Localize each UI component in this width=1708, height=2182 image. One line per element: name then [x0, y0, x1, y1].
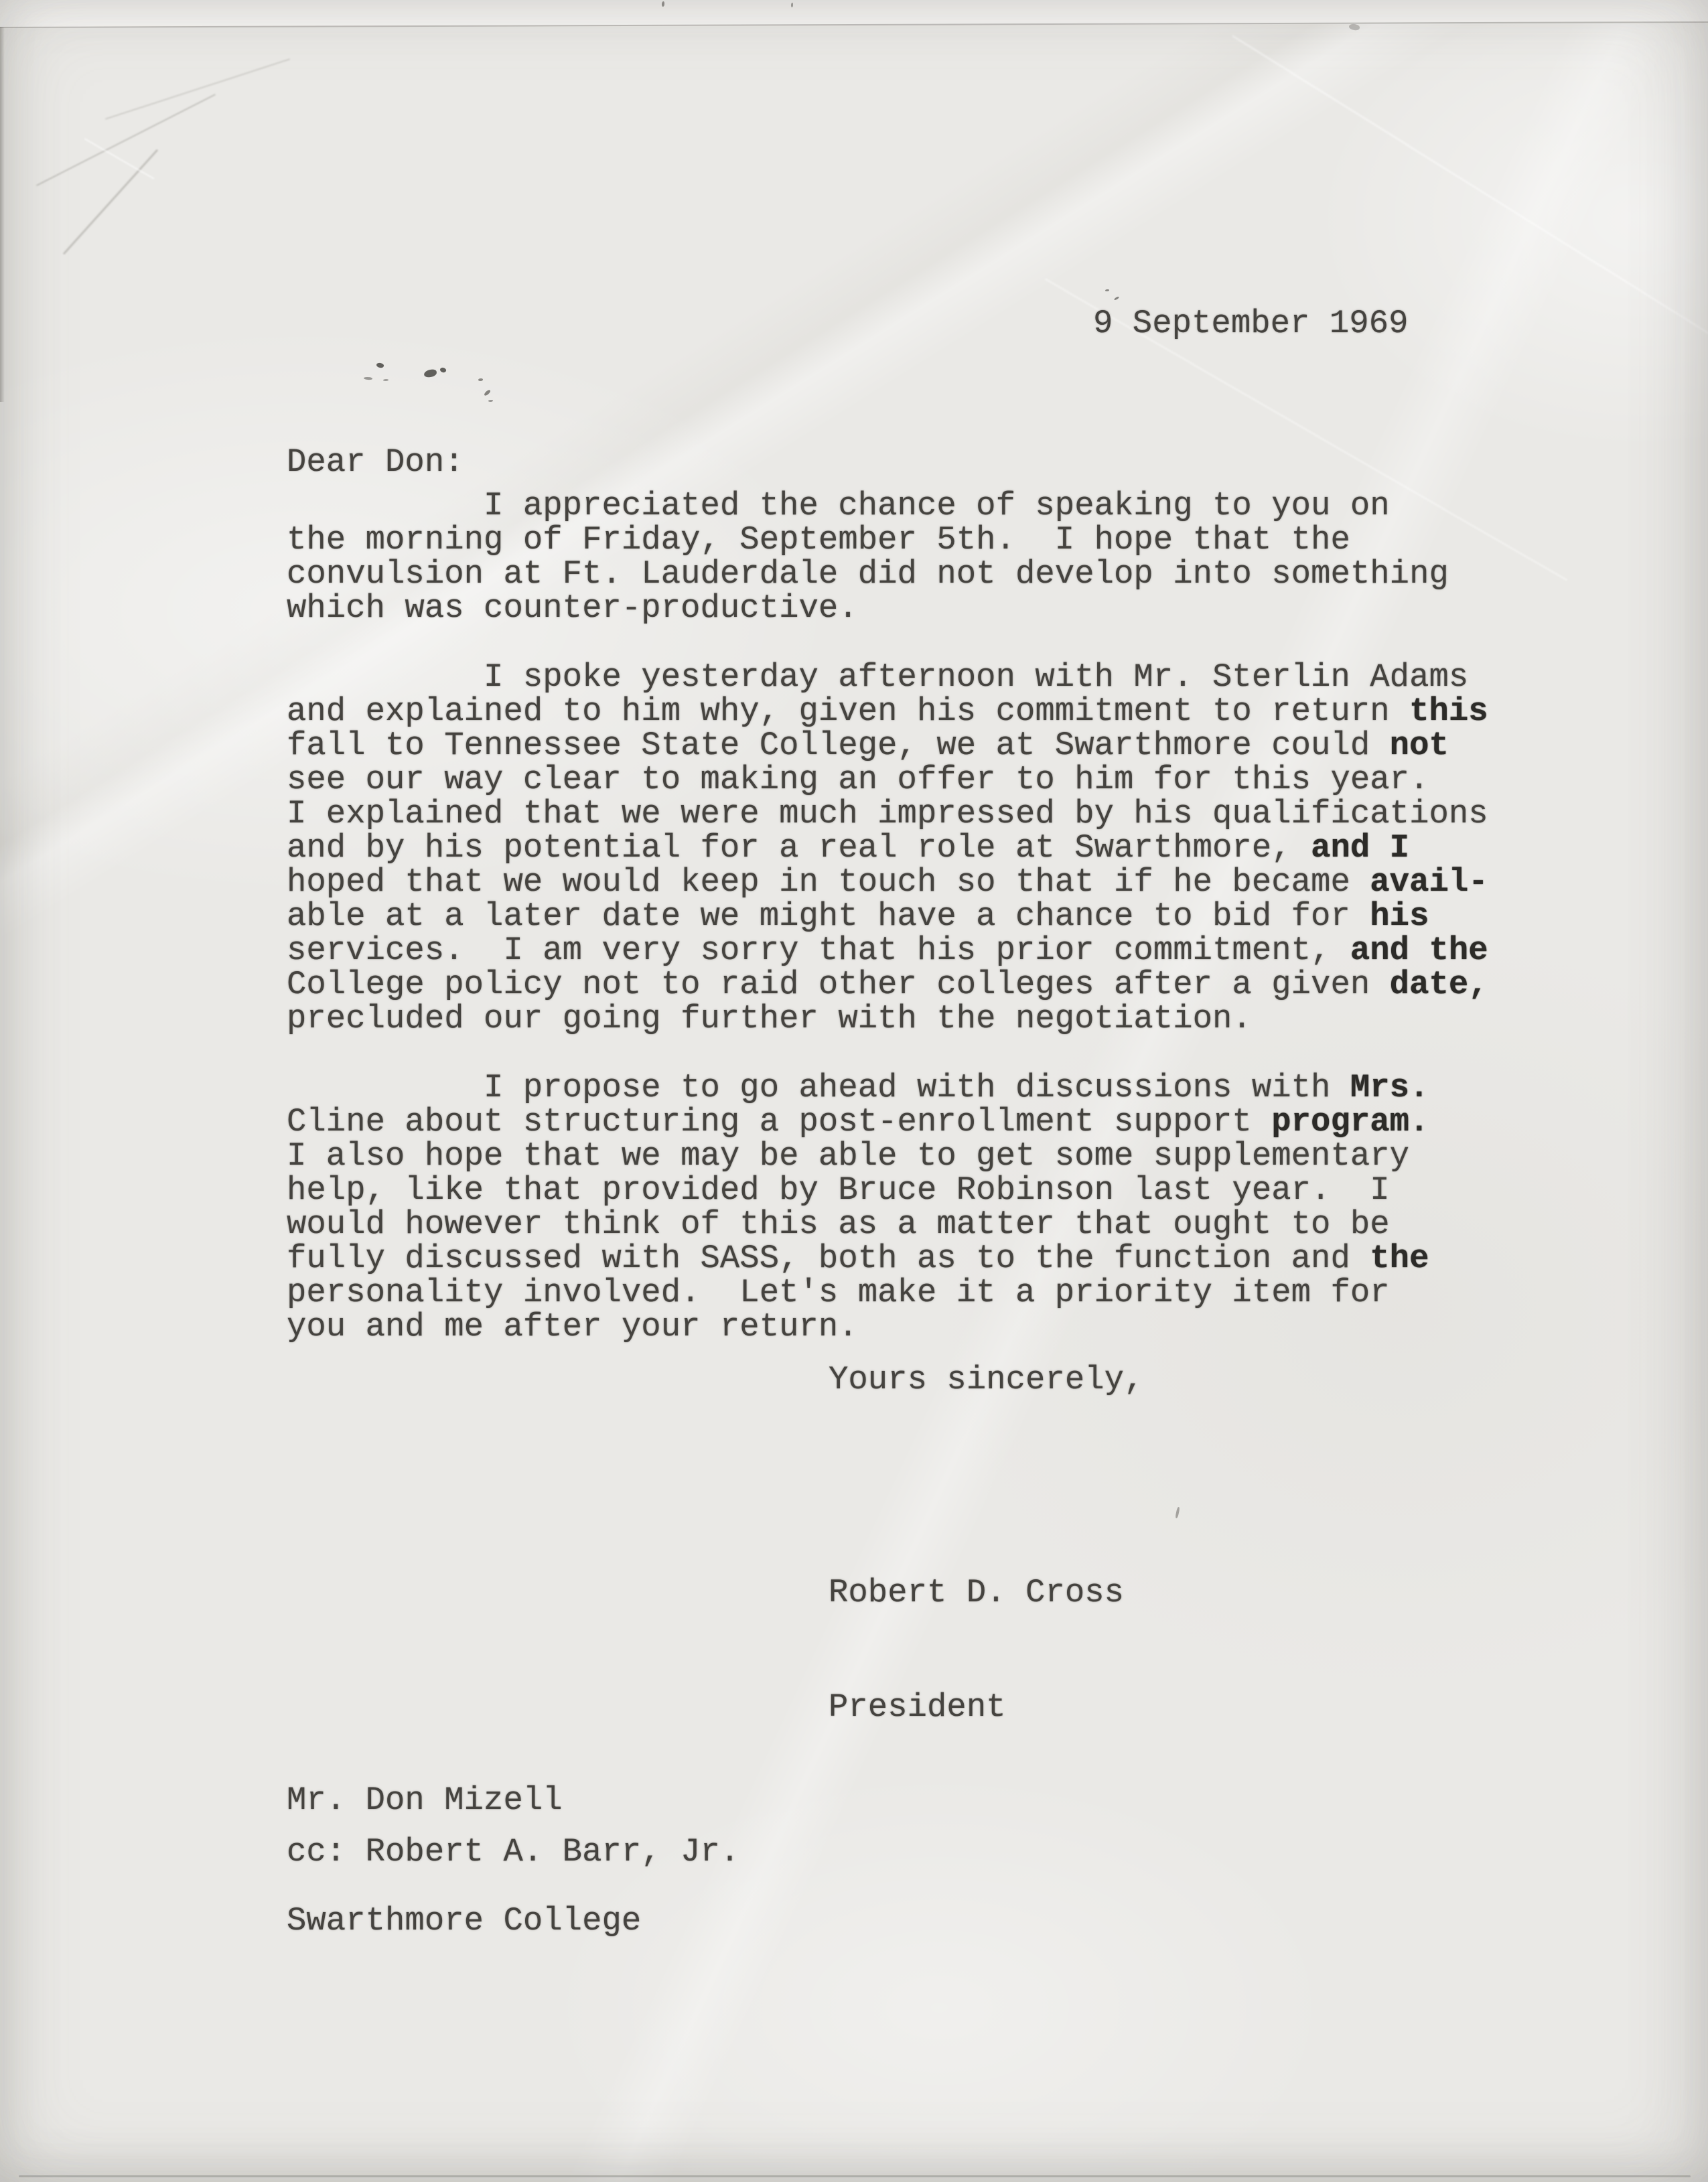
- text-line: I appreciated the chance of speaking to you on: [287, 487, 1390, 524]
- ink-smudge: [364, 376, 372, 380]
- paragraph: [287, 489, 1488, 626]
- recipient-org: Swarthmore College: [287, 1902, 642, 1940]
- fold-crease-topleft: [36, 94, 216, 186]
- crumple-crease-topright: [1232, 35, 1708, 409]
- fold-crease-topleft: [84, 138, 155, 179]
- ink-smudge: [376, 362, 384, 368]
- letter-date: 9 September 1969: [1093, 305, 1409, 342]
- text-line: services. I am very sorry that his prior commitment, and the: [287, 932, 1488, 969]
- text-line: you and me after your return.: [287, 1308, 858, 1345]
- text-line: convulsion at Ft. Lauderdale did not develop into something: [287, 555, 1449, 593]
- recipient-name: Mr. Don Mizell: [287, 1781, 563, 1819]
- text-line: fully discussed with SASS, both as to the function and the: [287, 1240, 1429, 1277]
- ink-smudge: [439, 366, 447, 374]
- ink-smudge: [383, 379, 388, 381]
- ink-smudge: [478, 378, 483, 381]
- text-line: see our way clear to making an offer to him for this year.: [287, 761, 1429, 798]
- text-line: and explained to him why, given his commitment to return this: [287, 693, 1488, 730]
- letter-body: [287, 489, 1488, 1344]
- cc-line: cc: Robert A. Barr, Jr.: [287, 1833, 740, 1871]
- text-line: I propose to go ahead with discussions with Mrs.: [287, 1069, 1429, 1106]
- text-line: I explained that we were much impressed by his qualifications: [287, 795, 1488, 832]
- text-line: Cline about structuring a post-enrollment support program.: [287, 1103, 1429, 1141]
- paper-left-edge-shadow: [0, 27, 5, 402]
- ink-smudge: [484, 389, 492, 396]
- paper-nick-top-edge: [1348, 23, 1360, 31]
- text-line: I spoke yesterday afternoon with Mr. Sterlin Adams: [287, 658, 1469, 696]
- text-line: hoped that we would keep in touch so that if he became avail-: [287, 863, 1488, 901]
- signature-name: Robert D. Cross: [829, 1574, 1125, 1611]
- text-line: personality involved. Let's make it a priority item for: [287, 1274, 1390, 1311]
- text-line: help, like that provided by Bruce Robinson last year. I: [287, 1171, 1390, 1209]
- ink-speck-above-date: [1105, 289, 1109, 291]
- closing: Yours sincerely,: [829, 1361, 1144, 1398]
- signature-title: President: [829, 1688, 1006, 1726]
- text-line: able at a later date we might have a chance to bid for his: [287, 897, 1429, 935]
- text-line: precluded our going further with the negotiation.: [287, 1000, 1252, 1037]
- ink-speck-above-date: [1114, 296, 1119, 300]
- text-line: the morning of Friday, September 5th. I hope that the: [287, 521, 1350, 559]
- text-line: I also hope that we may be able to get some supplementary: [287, 1137, 1410, 1175]
- text-line: College policy not to raid other colleges after a given date,: [287, 966, 1488, 1003]
- salutation: Dear Don:: [287, 443, 464, 481]
- text-line: fall to Tennessee State College, we at Swarthmore could not: [287, 727, 1449, 764]
- text-line: would however think of this as a matter that ought to be: [287, 1206, 1390, 1243]
- paper-bottom-edge-shadow: [19, 2175, 1691, 2177]
- pencil-mark-near-signature: [1175, 1507, 1180, 1518]
- signature-block: [829, 1498, 1124, 1803]
- scanner-edge: [0, 0, 1708, 28]
- paragraph: [287, 1071, 1488, 1344]
- paragraph: [287, 660, 1488, 1036]
- text-line: and by his potential for a real role at Swarthmore, and I: [287, 829, 1410, 867]
- text-line: which was counter-productive.: [287, 589, 858, 627]
- fold-crease-topleft: [105, 58, 290, 120]
- ink-smudge: [488, 400, 493, 402]
- ink-smudge: [423, 369, 437, 378]
